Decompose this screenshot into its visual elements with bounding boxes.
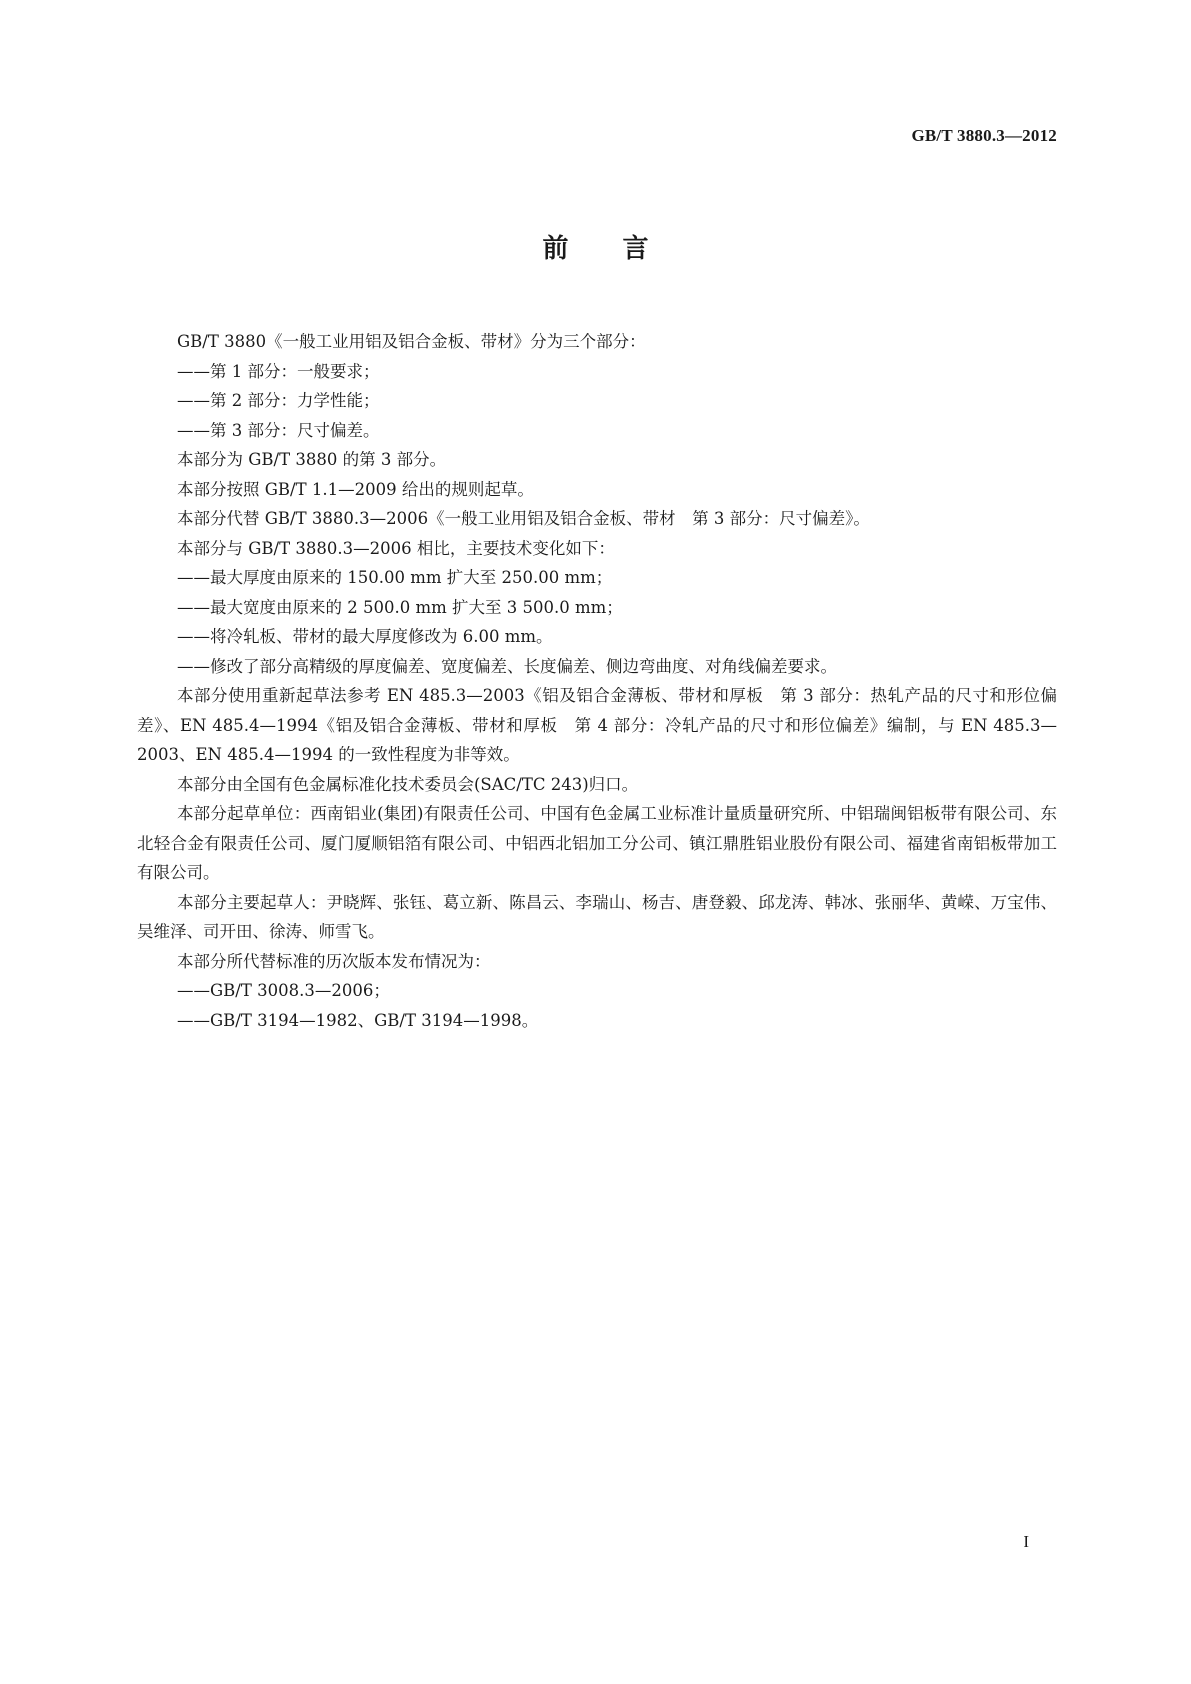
foreword-body <box>137 327 1057 1035</box>
paragraph: 本部分与 GB/T 3880.3—2006 相比，主要技术变化如下： <box>177 538 615 558</box>
paragraph: 本部分代替 GB/T 3880.3—2006《一般工业用铝及铝合金板、带材 第 3 部分：尺寸偏差》。 <box>177 509 870 528</box>
paragraph: 本部分使用重新起草法参考 EN 485.3—2003《铝及铝合金薄板、带材和厚板 第 3 部分：热轧产品的尺寸和形位偏差》、EN 485.4—1994《铝及铝合金薄板、带材和厚板 第 4 部分：冷轧产品的尺寸和形位偏差》编制，与 EN 485.3—2003、EN 485.4—1994 的一致性程度为非等效。 <box>137 686 1057 764</box>
list-item: ——将冷轧板、带材的最大厚度修改为 6.00 mm。 <box>177 627 553 646</box>
paragraph: 本部分起草单位：西南铝业(集团)有限责任公司、中国有色金属工业标准计量质量研究所、中铝瑞闽铝板带有限公司、东北轻合金有限责任公司、厦门厦顺铝箔有限公司、中铝西北铝加工分公司、镇江鼎胜铝业股份有限公司、福建省南铝板带加工有限公司。 <box>137 804 1057 882</box>
list-item: ——第 3 部分：尺寸偏差。 <box>177 420 380 440</box>
standard-code: GB/T 3880.3—2012 <box>911 126 1057 145</box>
paragraph: 本部分按照 GB/T 1.1—2009 给出的规则起草。 <box>177 479 534 499</box>
list-item: ——修改了部分高精级的厚度偏差、宽度偏差、长度偏差、侧边弯曲度、对角线偏差要求。 <box>177 656 837 676</box>
paragraph: 本部分为 GB/T 3880 的第 3 部分。 <box>177 450 447 469</box>
list-item: ——最大宽度由原来的 2 500.0 mm 扩大至 3 500.0 mm； <box>177 597 623 617</box>
paragraph: 本部分所代替标准的历次版本发布情况为： <box>177 951 491 971</box>
list-item: ——最大厚度由原来的 150.00 mm 扩大至 250.00 mm； <box>177 568 613 587</box>
list-item: ——GB/T 3008.3—2006； <box>177 981 390 1000</box>
paragraph: GB/T 3880《一般工业用铝及铝合金板、带材》分为三个部分： <box>177 332 646 351</box>
paragraph: 本部分主要起草人：尹晓辉、张钰、葛立新、陈昌云、李瑞山、杨吉、唐登毅、邱龙涛、韩冰、张丽华、黄嵘、万宝伟、吴维泽、司开田、徐涛、师雪飞。 <box>137 892 1057 941</box>
page-number: I <box>1023 1532 1029 1551</box>
list-item: ——第 2 部分：力学性能； <box>177 391 380 410</box>
list-item: ——第 1 部分：一般要求； <box>177 361 380 381</box>
page-title: 前言 <box>542 234 703 264</box>
paragraph: 本部分由全国有色金属标准化技术委员会(SAC/TC 243)归口。 <box>177 774 639 794</box>
list-item: ——GB/T 3194—1982、GB/T 3194—1998。 <box>177 1010 539 1030</box>
